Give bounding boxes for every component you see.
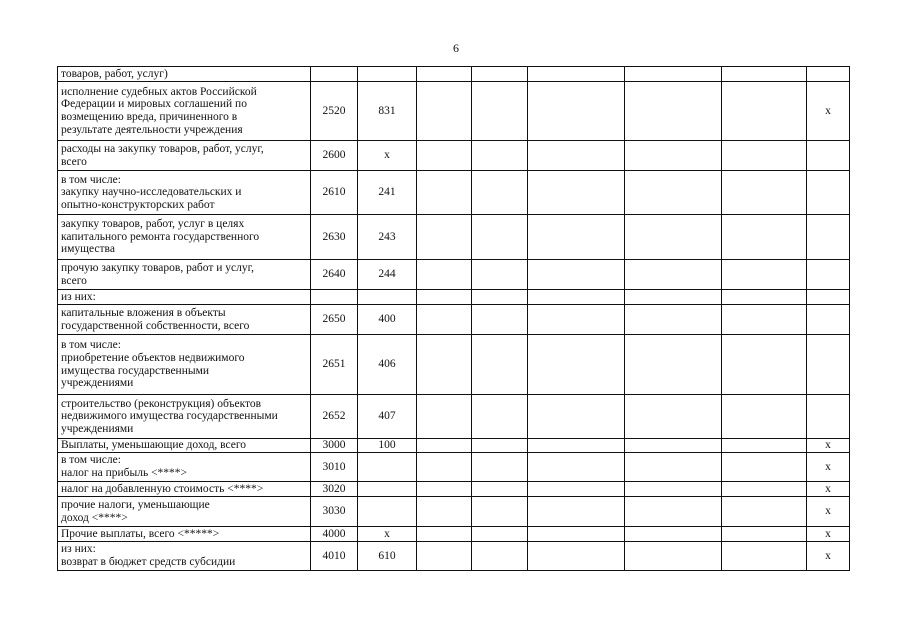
row-code: 2650 — [311, 305, 358, 335]
row-code — [311, 290, 358, 305]
row-description: исполнение судебных актов Российской Федерации и мировых соглашений по возмещению вреда, причиненного в результате деятельности учреждения — [58, 82, 311, 141]
row-code: 4000 — [311, 527, 358, 542]
row-mark: x — [807, 482, 850, 497]
row-kbk: 407 — [358, 395, 417, 439]
row-description: товаров, работ, услуг) — [58, 67, 311, 82]
row-code: 4010 — [311, 542, 358, 571]
row-mark — [807, 395, 850, 439]
row-description: закупку товаров, работ, услуг в целях капитального ремонта государственного имущества — [58, 215, 311, 260]
table-row — [58, 542, 850, 571]
row-description: прочие налоги, уменьшающие доход <****> — [58, 497, 311, 527]
row-kbk — [358, 453, 417, 482]
row-code: 2651 — [311, 335, 358, 395]
row-kbk: 100 — [358, 439, 417, 453]
row-description: строительство (реконструкция) объектов недвижимого имущества государственными учреждениями — [58, 395, 311, 439]
table-row — [58, 395, 850, 439]
row-description: из них: — [58, 290, 311, 305]
table-row — [58, 171, 850, 215]
row-mark: x — [807, 453, 850, 482]
row-mark — [807, 171, 850, 215]
row-code: 2610 — [311, 171, 358, 215]
table-row — [58, 215, 850, 260]
row-code: 2600 — [311, 141, 358, 171]
row-mark — [807, 67, 850, 82]
row-description: прочую закупку товаров, работ и услуг, всего — [58, 260, 311, 290]
row-kbk: 244 — [358, 260, 417, 290]
row-mark — [807, 305, 850, 335]
row-mark — [807, 260, 850, 290]
row-kbk: 831 — [358, 82, 417, 141]
row-kbk: 400 — [358, 305, 417, 335]
row-code: 3030 — [311, 497, 358, 527]
row-kbk — [358, 290, 417, 305]
table-row — [58, 527, 850, 542]
row-description: налог на добавленную стоимость <****> — [58, 482, 311, 497]
row-mark — [807, 215, 850, 260]
table-row — [58, 335, 850, 395]
table-row — [58, 497, 850, 527]
row-description: в том числе: налог на прибыль <****> — [58, 453, 311, 482]
row-kbk: x — [358, 141, 417, 171]
row-description: из них: возврат в бюджет средств субсидии — [58, 542, 311, 571]
row-kbk — [358, 67, 417, 82]
row-mark: x — [807, 542, 850, 571]
row-kbk: x — [358, 527, 417, 542]
row-code: 3020 — [311, 482, 358, 497]
row-mark: x — [807, 497, 850, 527]
table-row — [58, 305, 850, 335]
table-row — [58, 141, 850, 171]
row-code: 3000 — [311, 439, 358, 453]
expenses-table — [57, 66, 850, 571]
row-description: в том числе: приобретение объектов недвижимого имущества государственными учреждениями — [58, 335, 311, 395]
row-code: 2640 — [311, 260, 358, 290]
table-row — [58, 260, 850, 290]
table-row — [58, 290, 850, 305]
row-mark — [807, 141, 850, 171]
row-code: 3010 — [311, 453, 358, 482]
table-row — [58, 67, 850, 82]
row-mark — [807, 290, 850, 305]
row-description: в том числе: закупку научно-исследовательских и опытно-конструкторских работ — [58, 171, 311, 215]
row-mark: x — [807, 82, 850, 141]
row-mark: x — [807, 439, 850, 453]
row-code: 2652 — [311, 395, 358, 439]
row-description: расходы на закупку товаров, работ, услуг, всего — [58, 141, 311, 171]
table-row — [58, 439, 850, 453]
row-kbk: 241 — [358, 171, 417, 215]
row-kbk: 243 — [358, 215, 417, 260]
table-row — [58, 482, 850, 497]
page-number: 6 — [453, 41, 459, 55]
row-description: капитальные вложения в объекты государственной собственности, всего — [58, 305, 311, 335]
row-description: Выплаты, уменьшающие доход, всего — [58, 439, 311, 453]
row-description: Прочие выплаты, всего <*****> — [58, 527, 311, 542]
row-mark — [807, 335, 850, 395]
row-code: 2520 — [311, 82, 358, 141]
row-code — [311, 67, 358, 82]
table-row — [58, 453, 850, 482]
row-mark: x — [807, 527, 850, 542]
row-kbk — [358, 482, 417, 497]
row-code: 2630 — [311, 215, 358, 260]
table-row — [58, 82, 850, 141]
row-kbk: 406 — [358, 335, 417, 395]
row-kbk — [358, 497, 417, 527]
row-kbk: 610 — [358, 542, 417, 571]
